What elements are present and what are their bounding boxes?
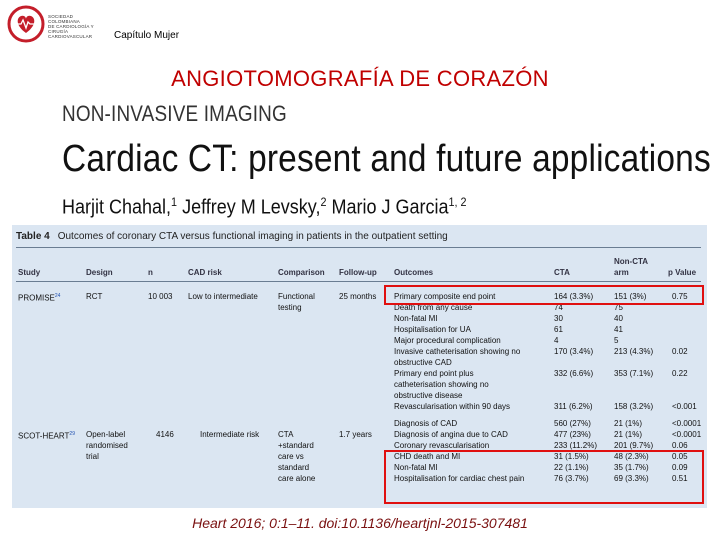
non-cta-value: 41 bbox=[614, 325, 623, 334]
p-value: 0.02 bbox=[672, 347, 688, 356]
outcome-label: CHD death and MI bbox=[394, 452, 461, 461]
outcome-label: Primary end point plus bbox=[394, 369, 474, 378]
study-n: 4146 bbox=[156, 430, 174, 439]
outcome-label: Non-fatal MI bbox=[394, 463, 438, 472]
header-n: n bbox=[148, 268, 153, 277]
outcomes-table bbox=[12, 225, 707, 508]
p-value: 0.22 bbox=[672, 369, 688, 378]
cta-value: 30 bbox=[554, 314, 563, 323]
p-value: <0.0001 bbox=[672, 419, 702, 428]
outcome-label: Hospitalisation for UA bbox=[394, 325, 471, 334]
study-n: 10 003 bbox=[148, 292, 173, 301]
study-name: SCOT-HEART$^{29}$ bbox=[18, 431, 75, 441]
non-cta-value: 213 (4.3%) bbox=[614, 347, 654, 356]
header-cta: CTA bbox=[554, 268, 570, 277]
citation-doi: 0:1–11. doi:10.1136/heartjnl-2015-307481 bbox=[269, 515, 528, 531]
study-cad-risk: Low to intermediate bbox=[188, 292, 258, 301]
study-design: trial bbox=[86, 452, 99, 461]
study-follow-up: 25 months bbox=[339, 292, 377, 301]
p-value: 0.06 bbox=[672, 441, 688, 450]
outcome-label: Non-fatal MI bbox=[394, 314, 438, 323]
header-design: Design bbox=[86, 268, 113, 277]
paper-section-kicker: NON-INVASIVE IMAGING bbox=[62, 101, 287, 126]
outcome-label: Primary composite end point bbox=[394, 292, 496, 301]
cta-value: 233 (11.2%) bbox=[554, 441, 597, 450]
outcome-label: Major procedural complication bbox=[394, 336, 501, 345]
paper-authors bbox=[62, 195, 467, 220]
study-comparison: +standard bbox=[278, 441, 314, 450]
paper-title: Cardiac CT: present and future applications bbox=[62, 138, 711, 180]
p-value: 0.51 bbox=[672, 474, 688, 483]
slide-title: ANGIOTOMOGRAFÍA DE CORAZÓN bbox=[171, 66, 549, 91]
study-follow-up: 1.7 years bbox=[339, 430, 372, 439]
non-cta-value: 151 (3%) bbox=[614, 292, 647, 301]
study-comparison: testing bbox=[278, 303, 302, 312]
citation-journal: Heart 2016; bbox=[192, 515, 266, 531]
p-value: <0.001 bbox=[672, 402, 697, 411]
outcome-label: Coronary revascularisation bbox=[394, 441, 490, 450]
study-comparison: care vs bbox=[278, 452, 304, 461]
heart-logo-icon bbox=[6, 4, 46, 44]
study-comparison: standard bbox=[278, 463, 310, 472]
study-name: PROMISE$^{24}$ bbox=[18, 293, 61, 303]
cta-value: 477 (23%) bbox=[554, 430, 591, 439]
p-value: 0.05 bbox=[672, 452, 688, 461]
study-comparison: CTA bbox=[278, 430, 294, 439]
table-caption bbox=[16, 231, 448, 242]
non-cta-value: 69 (3.3%) bbox=[614, 474, 649, 483]
society-logo bbox=[6, 4, 110, 44]
cta-value: 61 bbox=[554, 325, 563, 334]
table-rule bbox=[16, 281, 701, 282]
non-cta-value: 201 (9.7%) bbox=[614, 441, 654, 450]
logo-text: SOCIEDAD COLOMBIANA DE CARDIOLOGÍA Y CIRUGÍA CARDIOVASCULAR bbox=[48, 14, 94, 39]
outcome-label: obstructive disease bbox=[394, 391, 463, 400]
cta-value: 164 (3.3%) bbox=[554, 292, 594, 301]
non-cta-value: 158 (3.2%) bbox=[614, 402, 654, 411]
header-outcomes: Outcomes bbox=[394, 268, 434, 277]
highlight-box bbox=[384, 285, 704, 305]
table-rule bbox=[16, 247, 701, 248]
cta-value: 76 (3.7%) bbox=[554, 474, 589, 483]
outcome-label: Hospitalisation for cardiac chest pain bbox=[394, 474, 525, 483]
cta-value: 22 (1.1%) bbox=[554, 463, 589, 472]
outcome-label: Death from any cause bbox=[394, 303, 473, 312]
cta-value: 560 (27%) bbox=[554, 419, 591, 428]
outcome-label: obstructive CAD bbox=[394, 358, 452, 367]
p-value: <0.0001 bbox=[672, 430, 702, 439]
header-non-cta-arm: arm bbox=[614, 268, 629, 277]
outcome-label: catheterisation showing no bbox=[394, 380, 489, 389]
author-affiliation: 1, 2 bbox=[448, 195, 467, 209]
header-cad-risk: CAD risk bbox=[188, 268, 222, 277]
non-cta-value: 35 (1.7%) bbox=[614, 463, 649, 472]
study-cad-risk: Intermediate risk bbox=[200, 430, 260, 439]
non-cta-value: 21 (1%) bbox=[614, 419, 643, 428]
author-name: Harjit Chahal, bbox=[62, 196, 172, 219]
study-comparison: Functional bbox=[278, 292, 315, 301]
header-p-value: p Value bbox=[668, 268, 697, 277]
outcome-label: Invasive catheterisation showing no bbox=[394, 347, 521, 356]
author-name: Mario J Garcia bbox=[331, 196, 449, 219]
outcome-label: Diagnosis of CAD bbox=[394, 419, 458, 428]
cta-value: 170 (3.4%) bbox=[554, 347, 594, 356]
header-study: Study bbox=[18, 268, 41, 277]
outcome-label: Diagnosis of angina due to CAD bbox=[394, 430, 508, 439]
chapter-label: Capítulo Mujer bbox=[114, 30, 180, 41]
p-value: 0.09 bbox=[672, 463, 688, 472]
study-comparison: care alone bbox=[278, 474, 316, 483]
p-value: 0.75 bbox=[672, 292, 688, 301]
header-comparison: Comparison bbox=[278, 268, 325, 277]
cta-value: 74 bbox=[554, 303, 563, 312]
study-design: Open-label bbox=[86, 430, 126, 439]
author-name: Jeffrey M Levsky, bbox=[182, 196, 321, 219]
header-non-cta: Non-CTA bbox=[614, 257, 649, 266]
non-cta-value: 40 bbox=[614, 314, 623, 323]
header-follow-up: Follow-up bbox=[339, 268, 377, 277]
citation bbox=[0, 515, 720, 531]
study-design: RCT bbox=[86, 292, 103, 301]
author-affiliation: 2 bbox=[320, 195, 327, 209]
cta-value: 311 (6.2%) bbox=[554, 402, 593, 411]
author-affiliation: 1 bbox=[171, 195, 178, 209]
non-cta-value: 21 (1%) bbox=[614, 430, 643, 439]
non-cta-value: 5 bbox=[614, 336, 619, 345]
cta-value: 31 (1.5%) bbox=[554, 452, 589, 461]
non-cta-value: 48 (2.3%) bbox=[614, 452, 649, 461]
study-design: randomised bbox=[86, 441, 128, 450]
non-cta-value: 75 bbox=[614, 303, 623, 312]
cta-value: 332 (6.6%) bbox=[554, 369, 594, 378]
table-caption-text: Outcomes of coronary CTA versus functional imaging in patients in the outpatient setting bbox=[57, 231, 448, 242]
outcome-label: Revascularisation within 90 days bbox=[394, 402, 511, 411]
non-cta-value: 353 (7.1%) bbox=[614, 369, 654, 378]
table-label: Table 4 bbox=[16, 231, 50, 242]
highlight-box bbox=[384, 450, 704, 504]
cta-value: 4 bbox=[554, 336, 559, 345]
